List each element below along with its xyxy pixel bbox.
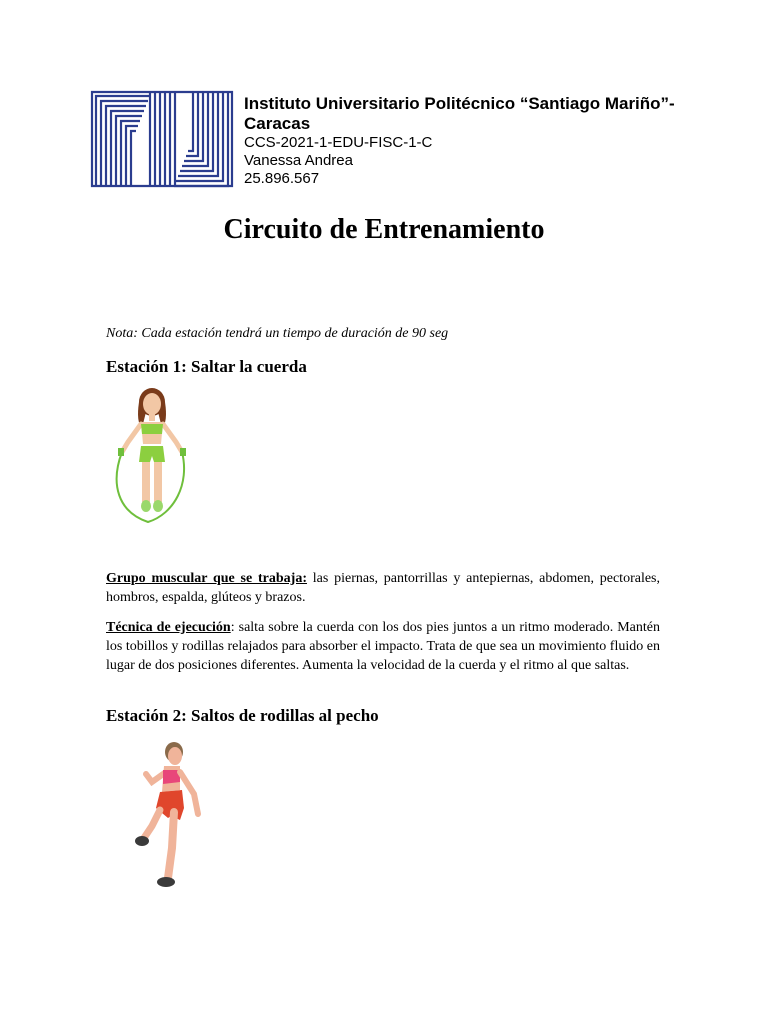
institution-header [244,94,704,188]
technique-label: Técnica de ejecución [106,620,231,635]
course-code: CCS-2021-1-EDU-FISC-1-C [244,134,433,151]
station-1-heading: Estación 1: Saltar la cuerda [106,357,307,376]
student-name: Vanessa Andrea [244,152,353,169]
document-title: Circuito de Entrenamiento [223,214,545,245]
woman-jumping-rope-illustration [108,384,194,530]
muscle-group-text: las piernas, pantorrillas y antepiernas, abdomen, pectorales, hombros, espalda, glúteos y brazos. [106,571,660,605]
duration-note: Nota: Cada estación tendrá un tiempo de duración de 90 seg [106,326,449,341]
muscle-group-label: Grupo muscular que se trabaja: [106,571,307,586]
station-2-heading: Estación 2: Saltos de rodillas al pecho [106,706,379,725]
institution-name: Instituto Universitario Politécnico “Santiago Mariño”-Caracas [244,94,675,133]
student-id: 25.896.567 [244,170,320,187]
woman-knee-raise-illustration [108,738,220,894]
technique-text: : salta sobre la cuerda con los dos pies juntos a un ritmo moderado. Mantén los tobillos y rodillas relajados para absorber el impacto. Trata de que sea un movimiento fluido en lugar de dos posiciones diferentes. Aumenta la velocidad de la cuerda y el ritmo al que saltas. [106,620,660,673]
station-1-technique [106,618,660,675]
institution-logo [90,90,234,188]
station-1-muscle-group [106,569,660,607]
